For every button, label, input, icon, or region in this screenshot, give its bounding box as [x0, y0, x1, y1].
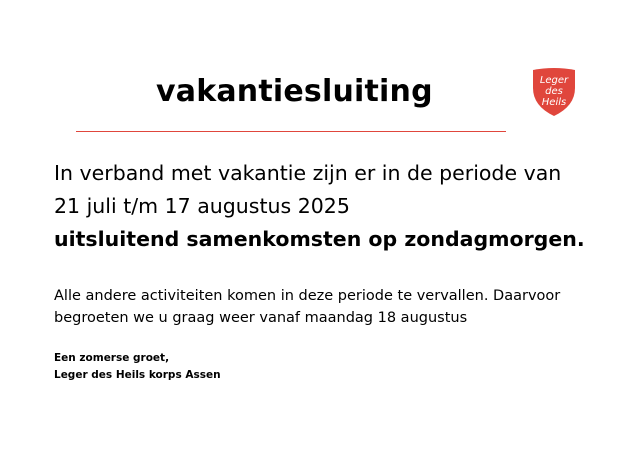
- details-line-1: Alle andere activiteiten komen in deze periode te vervallen. Daarvoor: [54, 288, 561, 304]
- logo-text-line-2: des: [545, 86, 563, 97]
- intro-line-2: 21 juli t/m 17 augustus 2025: [54, 194, 350, 218]
- salvation-army-shield-icon: [530, 66, 578, 118]
- logo-text-line-3: Heils: [541, 97, 567, 108]
- logo-text-line-1: Leger: [539, 75, 569, 86]
- title-divider: [76, 131, 506, 132]
- intro-line-3: uitsluitend samenkomsten op zondagmorgen.: [54, 227, 585, 251]
- details-paragraph: [54, 285, 624, 329]
- closing-signature: [54, 350, 221, 384]
- details-line-2: begroeten we u graag weer vanaf maandag 18 augustus: [54, 310, 468, 326]
- intro-line-1: In verband met vakantie zijn er in de periode van: [54, 161, 562, 185]
- intro-paragraph: [54, 157, 614, 256]
- closing-signer: Leger des Heils korps Assen: [54, 369, 221, 381]
- page-title: vakantiesluiting: [156, 74, 433, 109]
- closing-greeting: Een zomerse groet,: [54, 352, 170, 364]
